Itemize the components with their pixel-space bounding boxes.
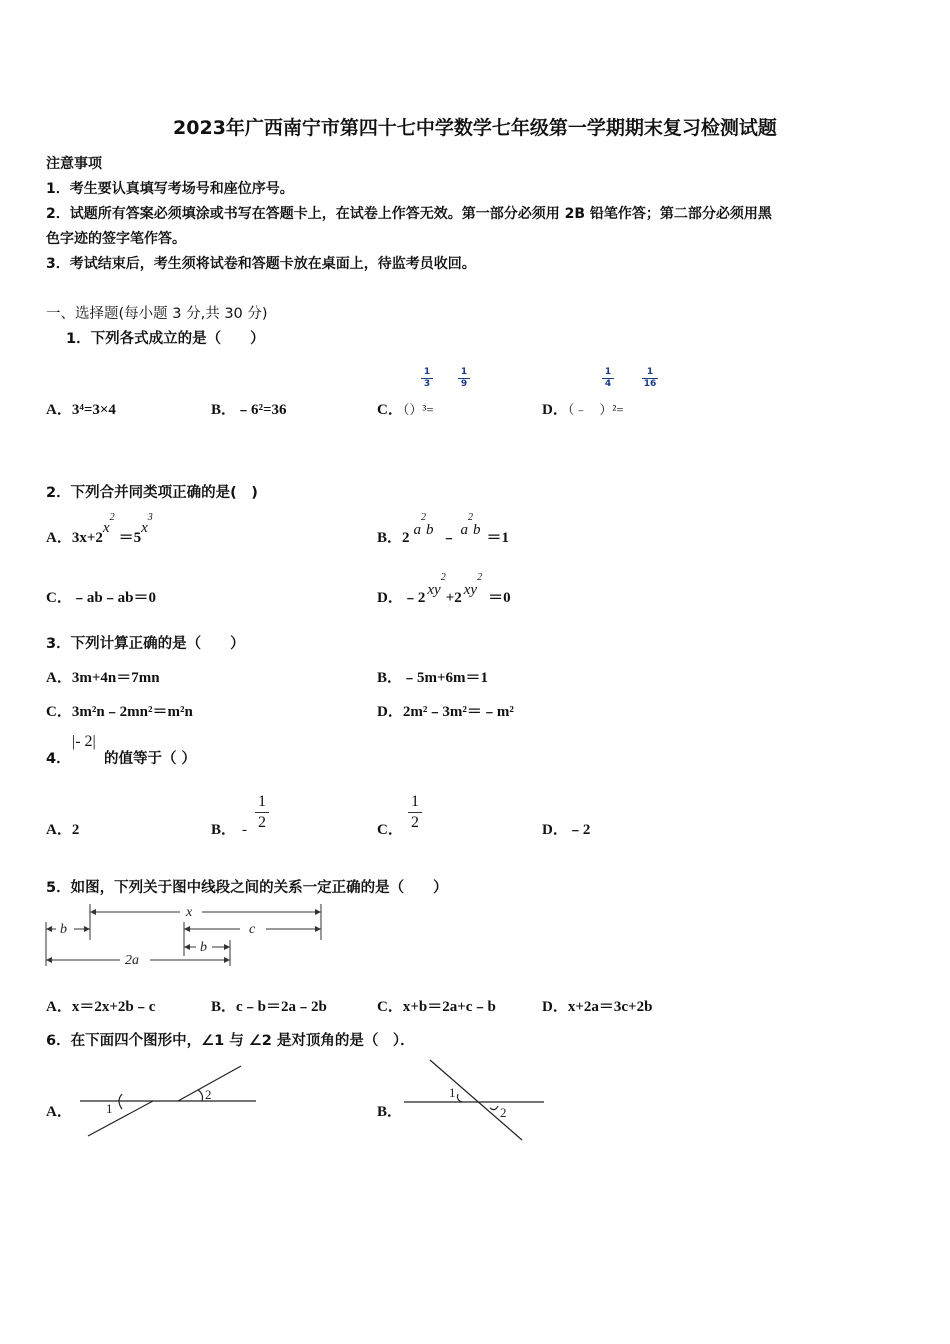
question-5-stem: 5．如图，下列关于图中线段之间的关系一定正确的是（ ） bbox=[46, 880, 448, 896]
notice-item: 1．考生要认真填写考场号和座位序号。 bbox=[46, 181, 294, 197]
fig-label-x: x bbox=[186, 905, 193, 920]
question-2-stem: 2．下列合并同类项正确的是( ) bbox=[46, 485, 258, 501]
notice-item: 3．考试结束后，考生须将试卷和答题卡放在桌面上，待监考员收回。 bbox=[46, 256, 476, 272]
svg-text:2: 2 bbox=[500, 1105, 507, 1120]
q4-option-a: A．2 bbox=[46, 822, 80, 838]
q4-option-c: C． bbox=[377, 822, 403, 838]
section-heading: 一、选择题(每小题 3 分,共 30 分) bbox=[46, 306, 268, 322]
q1-option-a: A．3⁴=3×4 bbox=[46, 402, 116, 418]
q1-d-fraction-2: 1 16 bbox=[643, 367, 657, 389]
notice-item: 色字迹的签字笔作答。 bbox=[46, 231, 186, 247]
q1-c-fraction-2: 1 9 bbox=[458, 367, 470, 390]
q5-option-a: A．x＝2x+2b﹣c bbox=[46, 999, 156, 1015]
q4-option-b: B． - bbox=[211, 822, 248, 838]
q4-c-fraction: 1 2 bbox=[408, 792, 422, 833]
fig-label-2a: 2a bbox=[125, 953, 139, 968]
fig-label-b: b bbox=[60, 922, 67, 937]
page-title: 2023年广西南宁市第四十七中学数学七年级第一学期期末复习检测试题 bbox=[173, 117, 777, 139]
q1-option-c: C．（）³= bbox=[377, 402, 434, 418]
notice-heading: 注意事项 bbox=[46, 156, 102, 172]
question-1-stem: 1．下列各式成立的是（ ） bbox=[66, 331, 265, 347]
q5-segment-figure bbox=[40, 900, 340, 970]
q3-option-d: D．2m²﹣3m²＝﹣m² bbox=[377, 704, 514, 720]
q6-option-a: A． bbox=[46, 1104, 72, 1120]
q3-option-a: A．3m+4n＝7mn bbox=[46, 670, 160, 686]
fig-label-c: c bbox=[249, 922, 256, 937]
q2-option-d: D．﹣2 $xy^2+2$ $xy^2=0$ bbox=[377, 572, 511, 606]
q4-option-d: D．﹣2 bbox=[542, 822, 591, 838]
svg-text:1: 1 bbox=[449, 1085, 456, 1100]
svg-text:2: 2 bbox=[205, 1087, 212, 1102]
q3-option-c: C．3m²n﹣2mn²＝m²n bbox=[46, 704, 193, 720]
question-4-stem: 的值等于（ ） bbox=[104, 751, 197, 767]
q2-option-b: B．2 $a^2b$ ﹣ $a^2b =1$ bbox=[377, 512, 510, 546]
q6-figure-b bbox=[400, 1058, 550, 1144]
svg-text:1: 1 bbox=[106, 1101, 113, 1116]
q6-option-b: B． bbox=[377, 1104, 403, 1120]
q1-d-fraction-1: 1 4 bbox=[602, 367, 614, 390]
q4-absolute-value: |- 2| bbox=[72, 733, 96, 750]
q2-option-a: A．$3x+2x^2=5x^3$ bbox=[46, 512, 153, 546]
fig-label-b2: b bbox=[200, 940, 207, 955]
q1-c-fraction-1: 1 3 bbox=[421, 367, 433, 390]
q5-option-d: D．x+2a＝3c+2b bbox=[542, 999, 653, 1015]
question-4-number: 4． bbox=[46, 751, 71, 767]
notice-item: 2．试题所有答案必须填涂或书写在答题卡上，在试卷上作答无效。第一部分必须用 2B 铅笔作答；第二部分必须用黑 bbox=[46, 206, 772, 222]
q1-option-d: D．（﹣ ）²= bbox=[542, 402, 624, 418]
q2-option-c: C．﹣ab﹣ab＝0 bbox=[46, 590, 157, 606]
q5-option-c: C．x+b＝2a+c﹣b bbox=[377, 999, 496, 1015]
question-3-stem: 3．下列计算正确的是（ ） bbox=[46, 636, 245, 652]
q6-figure-a bbox=[78, 1058, 268, 1140]
q1-option-b: B．﹣6²=36 bbox=[211, 402, 287, 418]
question-6-stem: 6．在下面四个图形中，∠1 与 ∠2 是对顶角的是（ ）． bbox=[46, 1033, 415, 1049]
q5-option-b: B．c﹣b＝2a﹣2b bbox=[211, 999, 327, 1015]
q4-b-fraction: 1 2 bbox=[255, 792, 269, 833]
q3-option-b: B．﹣5m+6m＝1 bbox=[377, 670, 489, 686]
